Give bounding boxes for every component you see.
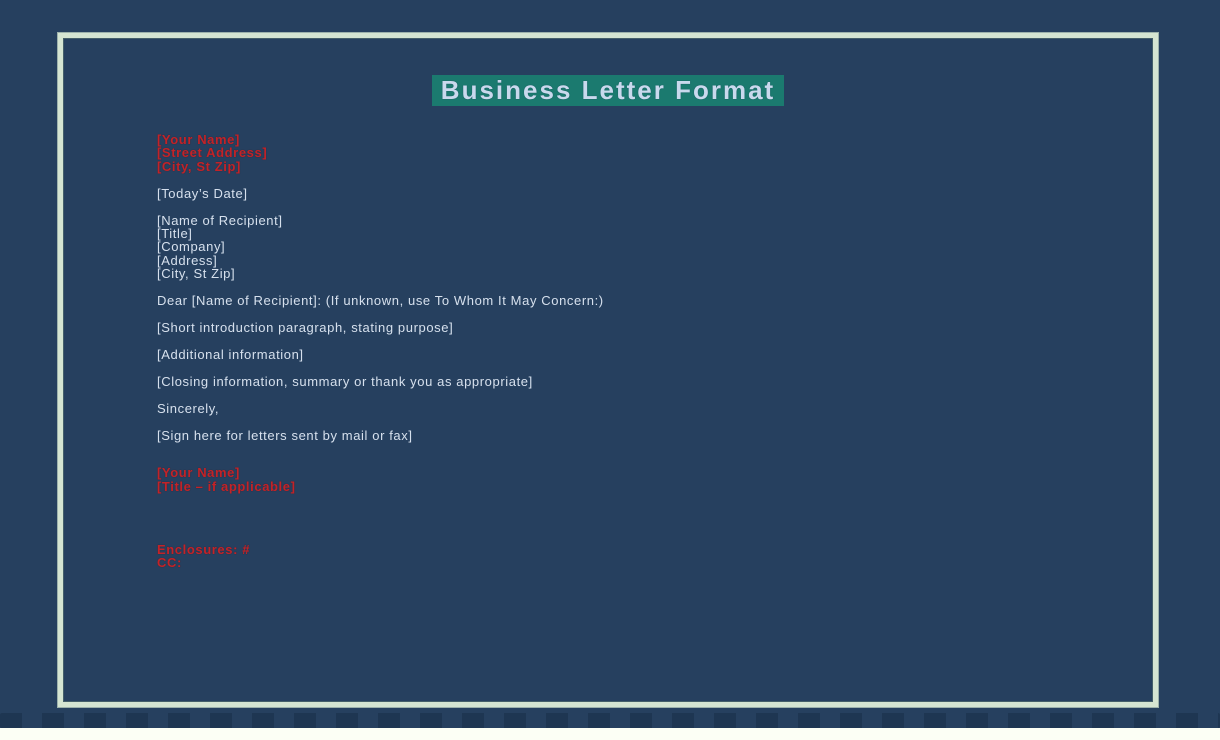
signature-title-line: [Title – if applicable] [157, 478, 296, 494]
signature-note-line: [Sign here for letters sent by mail or fax] [157, 427, 413, 443]
letter-document [63, 38, 1153, 702]
enclosures-line: Enclosures: # [157, 541, 251, 557]
recipient-address-line: [Address] [157, 252, 218, 268]
additional-paragraph: [Additional information] [157, 346, 304, 362]
sender-city-line: [City, St Zip] [157, 158, 241, 174]
recipient-name-line: [Name of Recipient] [157, 212, 283, 228]
recipient-city-line: [City, St Zip] [157, 266, 236, 282]
intro-paragraph: [Short introduction paragraph, stating purpose] [157, 320, 454, 336]
cc-line: CC: [157, 555, 182, 571]
page-border-frame-mid [58, 33, 1158, 707]
date-line: [Today’s Date] [157, 185, 248, 201]
title-row [64, 75, 1152, 106]
letter-body [157, 133, 1152, 570]
closing-line: Sincerely, [157, 400, 220, 416]
closing-paragraph: [Closing information, summary or thank you as appropriate] [157, 373, 533, 389]
page-title: Business Letter Format [432, 75, 784, 106]
bottom-edge-strip [0, 728, 1220, 740]
recipient-title-line: [Title] [157, 226, 193, 242]
salutation-line: Dear [Name of Recipient]: (If unknown, use To Whom It May Concern:) [157, 293, 604, 309]
sender-block [157, 133, 1152, 173]
page-border-frame [57, 32, 1159, 708]
signature-block [157, 466, 1152, 493]
enclosures-block [157, 543, 1152, 570]
sender-name-line: [Your Name] [157, 132, 240, 147]
sender-street-line: [Street Address] [157, 145, 268, 161]
signature-name-line: [Your Name] [157, 465, 240, 481]
recipient-block [157, 214, 1152, 281]
bottom-edge-dashes [0, 713, 1220, 728]
recipient-company-line: [Company] [157, 239, 226, 255]
